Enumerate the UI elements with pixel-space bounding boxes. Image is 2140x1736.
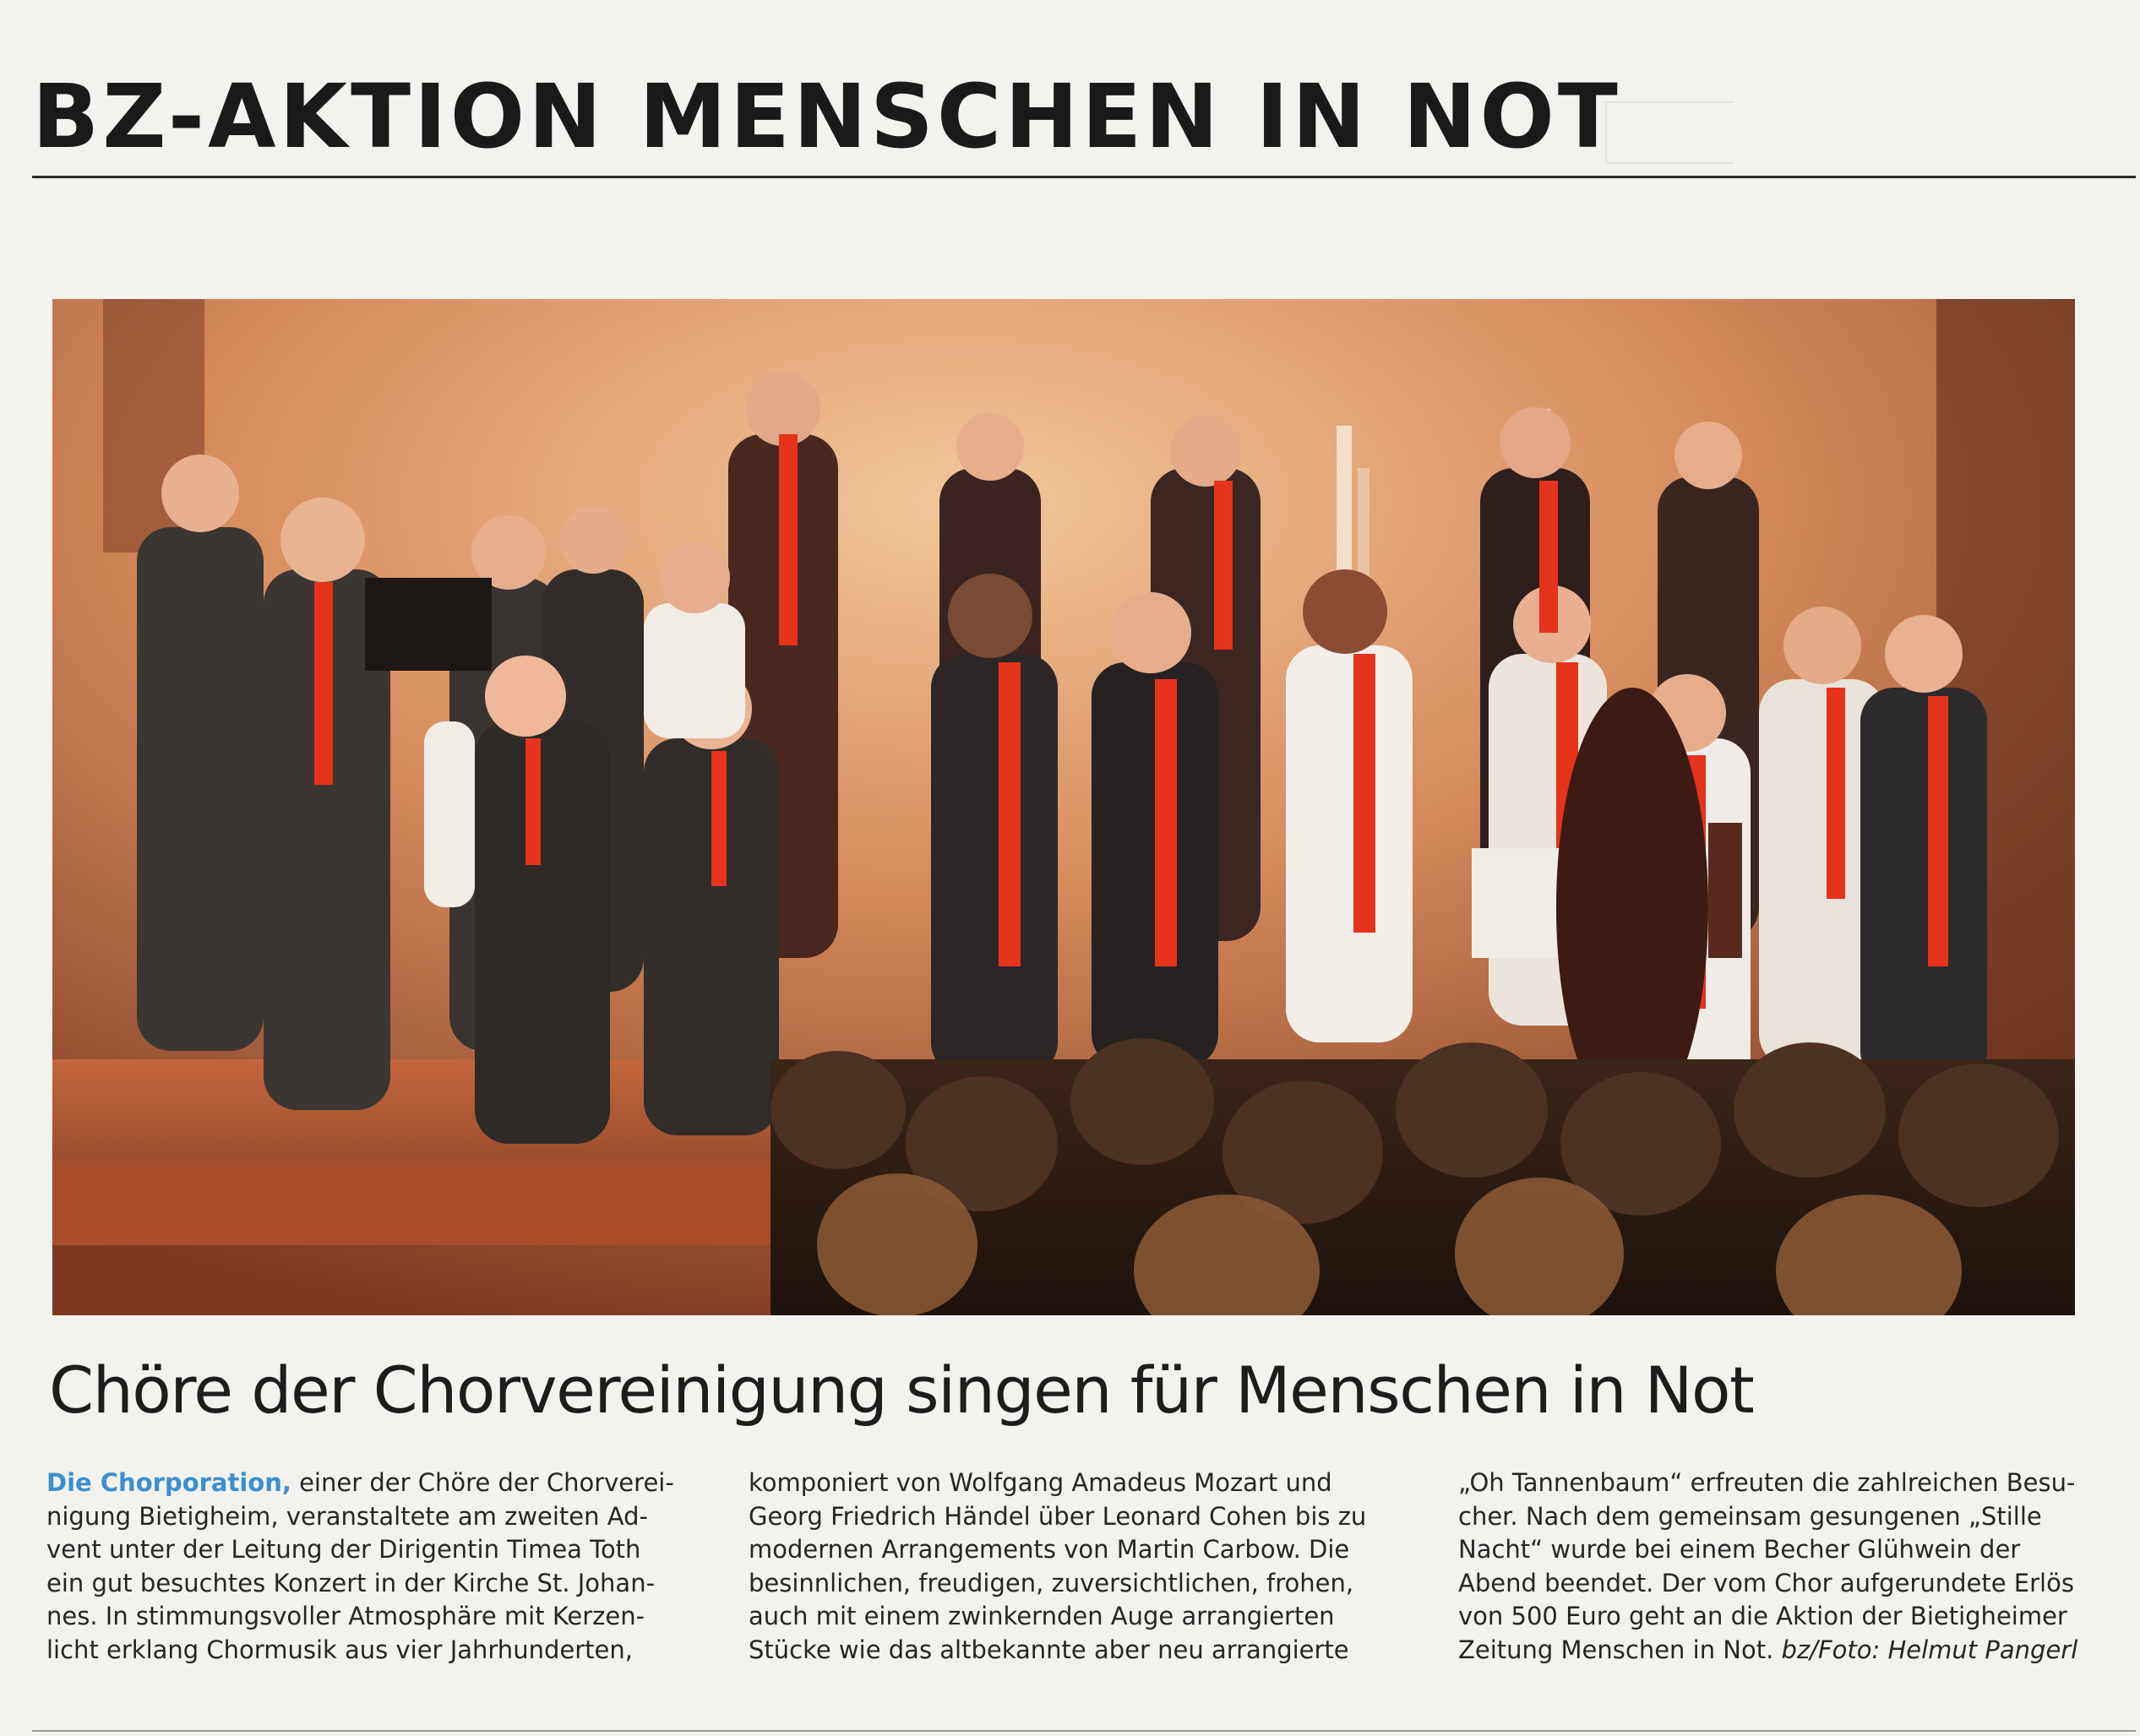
article-line: cher. Nach dem gemeinsam gesungenen „Stille <box>1458 1501 2042 1531</box>
article-headline: Chöre der Chorvereinigung singen für Menschen in Not <box>49 1352 1754 1428</box>
article-line: von 500 Euro geht an die Aktion der Bietigheimer <box>1458 1602 2067 1630</box>
article-lead: Die Chorporation, <box>46 1468 291 1497</box>
article-line: besinnlichen, freudigen, zuversichtlichen, frohen, <box>749 1568 1354 1597</box>
section-kicker: BZ-AKTION MENSCHEN IN NOT <box>32 65 1621 168</box>
article-column-2 <box>749 1467 1416 1667</box>
article-line <box>46 1467 714 1500</box>
photo-credit: bz/Foto: Helmut Pangerl <box>1781 1635 2078 1664</box>
article-line: nigung Bietigheim, veranstaltete am zweiten Ad- <box>46 1501 648 1531</box>
article-line: komponiert von Wolfgang Amadeus Mozart und <box>749 1468 1332 1497</box>
article-line: modernen Arrangements von Martin Carbow. Die <box>749 1535 1350 1564</box>
article-line: auch mit einem zwinkernden Auge arrangierten <box>749 1602 1335 1630</box>
article-line: Georg Friedrich Händel über Leonard Cohen bis zu <box>749 1501 1367 1531</box>
bottom-divider <box>32 1730 2136 1732</box>
article-photo <box>52 299 2075 1315</box>
article-line: „Oh Tannenbaum“ erfreuten die zahlreichen Besu- <box>1458 1468 2076 1497</box>
article-line: vent unter der Leitung der Dirigentin Timea Toth <box>46 1535 641 1564</box>
article-line: nes. In stimmungsvoller Atmosphäre mit Kerzen- <box>46 1602 645 1630</box>
article-line: ein gut besuchtes Konzert in der Kirche St. Johan- <box>46 1568 656 1597</box>
article-text: einer der Chöre der Chorverei- <box>291 1468 674 1497</box>
article-column-3 <box>1458 1467 2126 1667</box>
article-line: Stücke wie das altbekannte aber neu arrangierte <box>749 1635 1349 1664</box>
kicker-divider <box>32 176 2136 178</box>
article-line <box>1458 1634 2126 1668</box>
article-line: licht erklang Chormusik aus vier Jahrhunderten, <box>46 1635 633 1664</box>
article-column-1 <box>46 1467 714 1667</box>
article-line: Nacht“ wurde bei einem Becher Glühwein der <box>1458 1535 2021 1564</box>
article-text: Zeitung Menschen in Not. <box>1458 1635 1774 1664</box>
article-line: Abend beendet. Der vom Chor aufgerundete Erlös <box>1458 1568 2074 1597</box>
show-through-ghost <box>1605 101 1734 164</box>
